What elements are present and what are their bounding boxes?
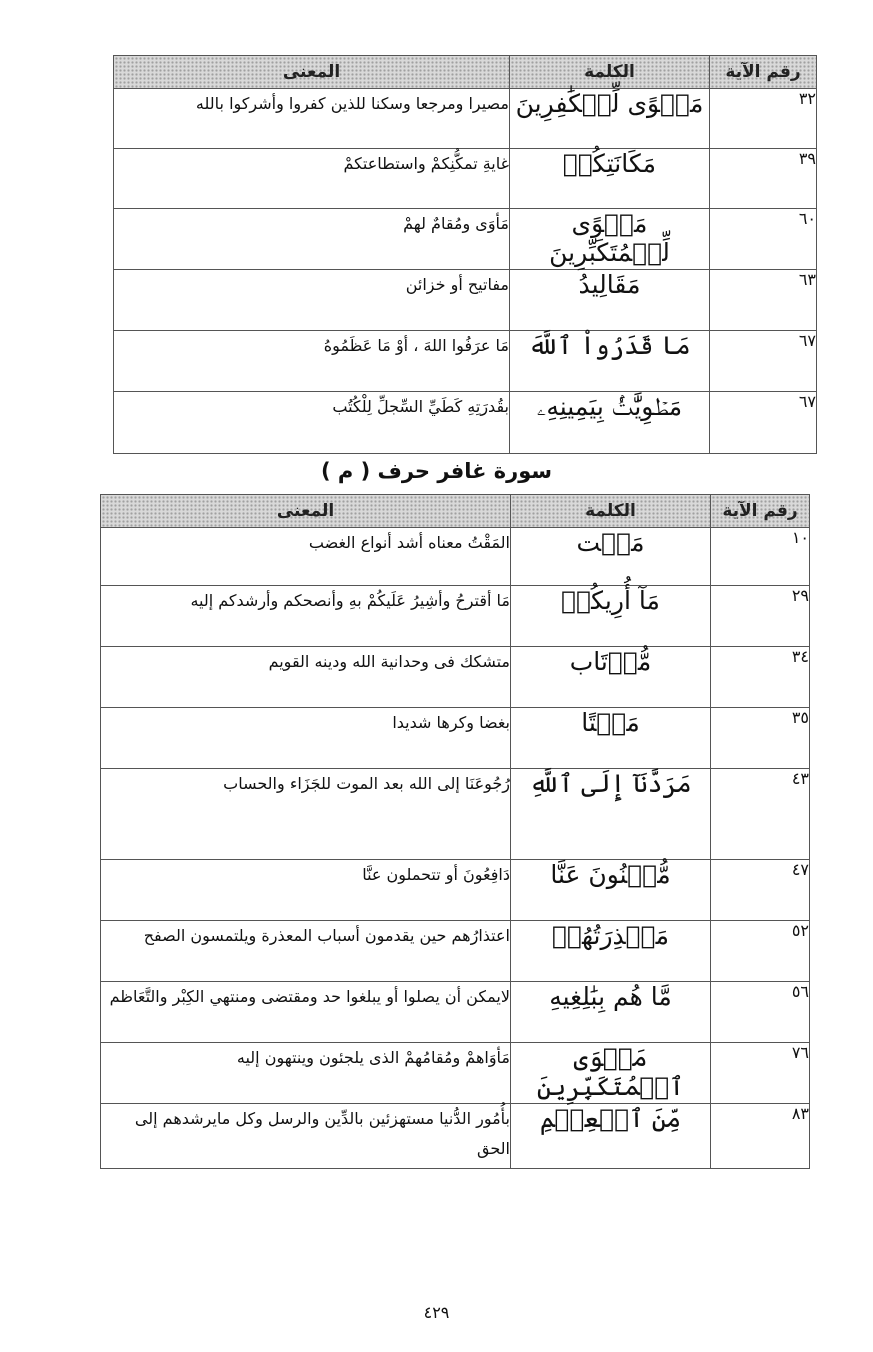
table-header-row (101, 495, 810, 528)
quran-word: مَثۡوًى لِّلۡمُتَكَبِّرِينَ (510, 209, 710, 270)
word-meaning: اعتذارُهم حين يقدمون أسباب المعذرة ويلتمسون الصفح (101, 921, 511, 982)
quran-word: مَعۡذِرَتُهُمۡ (511, 921, 711, 982)
page-number: ٤٢٩ (423, 1303, 450, 1322)
verse-number: ٣٥ (711, 708, 810, 769)
verse-number: ٥٢ (711, 921, 810, 982)
verse-number: ٤٣ (711, 769, 810, 860)
verse-number: ٢٩ (711, 586, 810, 647)
table-row (101, 982, 810, 1043)
word-meaning: مَا أقترحُ وأشِيرُ عَلَيكُمْ بهِ وأنصحكم وأرشدكم إليه (101, 586, 511, 647)
table-row (114, 89, 817, 149)
table-row (114, 270, 817, 331)
verse-number: ٧٦ (711, 1043, 810, 1104)
quran-word: مَّا هُم بِبَٰلِغِيهِ (511, 982, 711, 1043)
header-word: الكلمة (511, 495, 711, 528)
table-row (114, 149, 817, 209)
quran-word: مَآ أُرِيكُمۡ (511, 586, 711, 647)
table-row (101, 586, 810, 647)
table-row (101, 708, 810, 769)
table-header-row (114, 56, 817, 89)
word-meaning: بغضا وكرها شديدا (101, 708, 511, 769)
header-meaning: المعنى (101, 495, 511, 528)
quran-word: مَطۡوِيَّٰتُۢ بِيَمِينِهِۦ (510, 392, 710, 454)
quran-word: مَثۡوًى لِّلۡكَٰفِرِينَ (510, 89, 710, 149)
word-meaning: رُجُوعَنَا إلى الله بعد الموت للجَزَاء والحساب (101, 769, 511, 860)
word-meaning: متشكك فى وحدانية الله ودينه القويم (101, 647, 511, 708)
table-row (101, 860, 810, 921)
verse-number: ٣٩ (710, 149, 817, 209)
header-meaning: المعنى (114, 56, 510, 89)
quran-word: مَكَانَتِكُمۡ (510, 149, 710, 209)
word-meaning: مفاتيح أو خزائن (114, 270, 510, 331)
quran-word: مُّغۡنُونَ عَنَّا (511, 860, 711, 921)
quran-word: مَا قَدَرُواْ ٱللَّهَ (510, 331, 710, 392)
verse-number: ٥٦ (711, 982, 810, 1043)
word-meaning: المَقْتُ معناه أشد أنواع الغضب (101, 528, 511, 586)
table-row (101, 769, 810, 860)
table-row (101, 647, 810, 708)
word-meaning: لايمكن أن يصلوا أو يبلغوا حد ومقتضى ومنتهي الكِبْر والتَّعَاظم (101, 982, 511, 1043)
table-row (101, 528, 810, 586)
section-heading: سورة غافر حرف ( م ) (320, 459, 553, 483)
word-meaning: مَأوَى ومُقامٌ لهمْ (114, 209, 510, 270)
word-meaning: مصيرا ومرجعا وسكنا للذين كفروا وأشركوا بالله (114, 89, 510, 149)
verse-number: ٤٧ (711, 860, 810, 921)
table-row (114, 392, 817, 454)
verse-number: ٨٣ (711, 1104, 810, 1169)
table-row (114, 209, 817, 270)
glossary-table-2 (100, 494, 810, 1169)
verse-number: ٦٣ (710, 270, 817, 331)
verse-number: ١٠ (711, 528, 810, 586)
word-meaning: غايةِ تمكُّنِكمْ واستطاعتكمْ (114, 149, 510, 209)
table-row (101, 1104, 810, 1169)
verse-number: ٦٠ (710, 209, 817, 270)
header-verse-number: رقم الآية (711, 495, 810, 528)
quran-word: مِّنَ ٱلۡعِلۡمِ (511, 1104, 711, 1169)
quran-word: مَرَدَّنَآ إِلَى ٱللَّهِ (511, 769, 711, 860)
verse-number: ٣٢ (710, 89, 817, 149)
quran-word: مَثۡوَى ٱلۡمُتَكَبِّرِينَ (511, 1043, 711, 1104)
verse-number: ٦٧ (710, 392, 817, 454)
table-row (114, 331, 817, 392)
word-meaning: بأُمُور الدُّنيا مستهزئين بالدِّين والرسل وكل مايرشدهم إلى الحق (101, 1104, 511, 1169)
table-row (101, 921, 810, 982)
glossary-table-1 (113, 55, 817, 454)
word-meaning: مَأوَاهمْ ومُقامُهمْ الذى يلجئون وينتهون إليه (101, 1043, 511, 1104)
word-meaning: بقُدرَتِهِ كَطَيِّ السِّجلِّ لِلْكُتُب (114, 392, 510, 454)
word-meaning: مَا عرَفُوا اللهَ ، أوْ مَا عَظَمُوهُ (114, 331, 510, 392)
word-meaning: دَافِعُونَ أو تتحملون عنَّا (101, 860, 511, 921)
quran-word: مَقۡتًا (511, 708, 711, 769)
verse-number: ٣٤ (711, 647, 810, 708)
quran-word: مَقۡت (511, 528, 711, 586)
header-word: الكلمة (510, 56, 710, 89)
quran-word: مَقَالِيدُ (510, 270, 710, 331)
quran-word: مُّرۡتَاب (511, 647, 711, 708)
verse-number: ٦٧ (710, 331, 817, 392)
header-verse-number: رقم الآية (710, 56, 817, 89)
table-row (101, 1043, 810, 1104)
